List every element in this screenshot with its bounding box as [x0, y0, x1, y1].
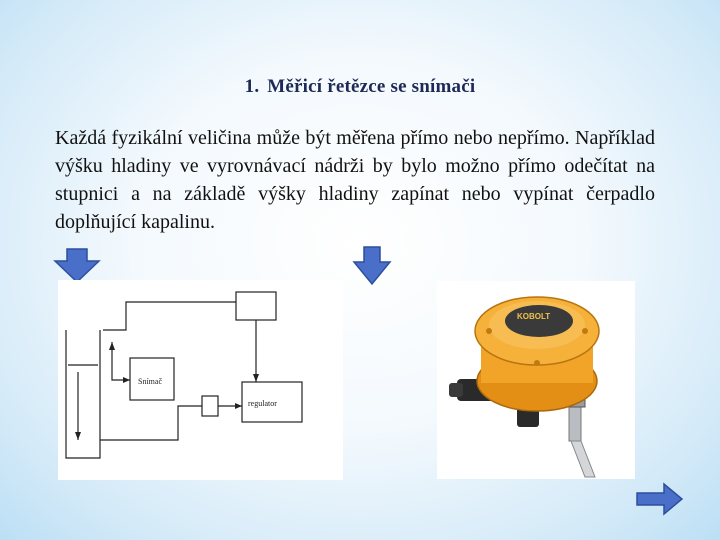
arrow-down-icon: [53, 248, 101, 284]
level-sensor-photo: [437, 281, 635, 479]
arrow-down-icon: [352, 246, 392, 286]
title-text: Měřicí řetězce se snímači: [267, 76, 476, 97]
schematic-drawing: [58, 280, 343, 480]
title-number: 1.: [244, 76, 260, 97]
level-control-schematic: [58, 280, 343, 480]
sensor-brand-text: KOBOLT: [517, 312, 551, 321]
schematic-controller-label: regulator: [248, 399, 277, 408]
body-paragraph: Každá fyzikální veličina může být měřena přímo nebo nepřímo. Například výšku hladiny ve vyrovnávací nádrži by bylo možno přímo odečítat na stupnici a na základě výšky hladiny zapínat nebo vypínat čerpadlo doplňující kapalinu.: [55, 127, 655, 233]
level-sensor-illustration: [437, 281, 635, 479]
arrow-right-icon[interactable]: [636, 482, 684, 516]
schematic-sensor-label: Snímač: [138, 377, 162, 386]
slide-title: [0, 76, 720, 98]
